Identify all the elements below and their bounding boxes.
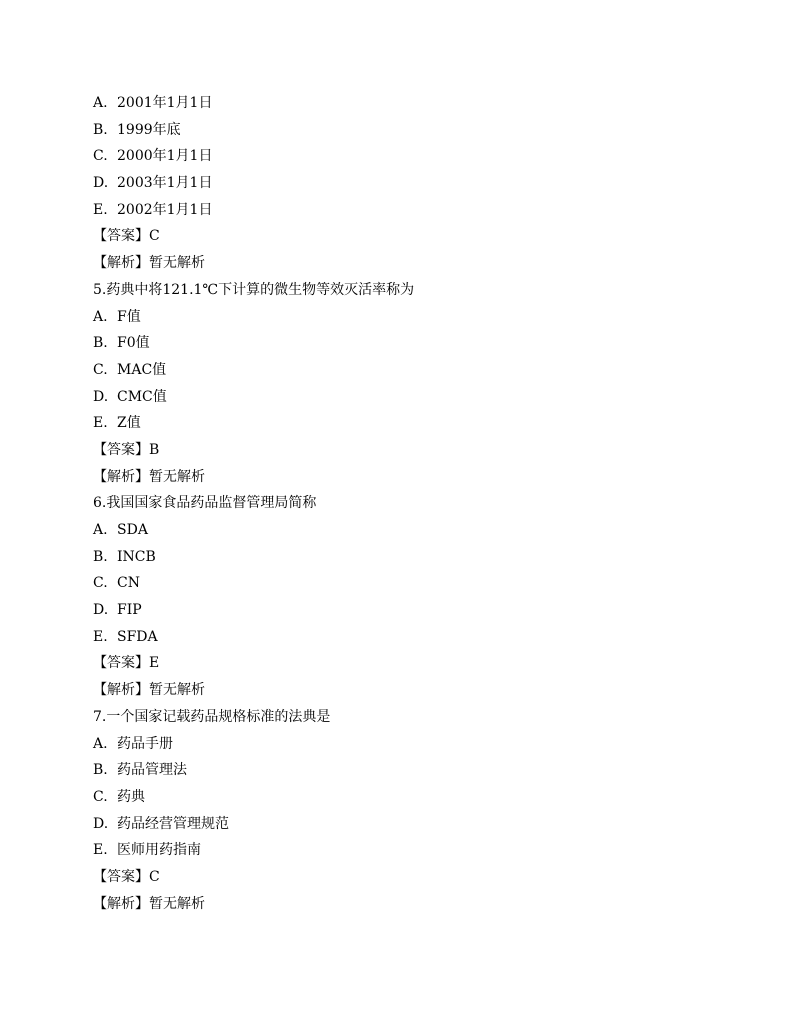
- option-letter: A.: [93, 735, 108, 752]
- document-page: [93, 90, 753, 917]
- analysis-line: 【解析】暂无解析: [93, 682, 205, 699]
- option-text: INCB: [117, 548, 156, 565]
- question-4-block: [93, 90, 753, 277]
- option-c: [93, 784, 753, 811]
- option-text: 药品经营管理规范: [117, 815, 229, 832]
- option-a: [93, 517, 753, 544]
- option-d: [93, 384, 753, 411]
- option-b: [93, 544, 753, 571]
- option-text: CMC值: [117, 388, 167, 405]
- option-text: 2003年1月1日: [117, 175, 213, 192]
- option-text: Z值: [117, 415, 141, 432]
- option-text: F值: [117, 308, 141, 325]
- option-text: 医师用药指南: [117, 842, 201, 859]
- option-d: [93, 811, 753, 838]
- option-a: [93, 731, 753, 758]
- option-letter: B.: [93, 548, 108, 565]
- option-e: [93, 624, 753, 651]
- analysis-line: 【解析】暂无解析: [93, 255, 205, 272]
- answer-line: 【答案】B: [93, 441, 160, 458]
- option-letter: A.: [93, 308, 108, 325]
- option-letter: C.: [93, 361, 108, 378]
- option-c: [93, 143, 753, 170]
- answer-line: 【答案】C: [93, 228, 160, 245]
- question-text: 7.一个国家记载药品规格标准的法典是: [93, 708, 331, 725]
- option-text: SDA: [117, 522, 148, 538]
- option-text: 1999年底: [117, 121, 181, 138]
- analysis-line: 【解析】暂无解析: [93, 468, 205, 485]
- answer-line: 【答案】C: [93, 868, 160, 885]
- option-text: 药品管理法: [117, 762, 187, 779]
- question-text: 6.我国国家食品药品监督管理局简称: [93, 495, 317, 512]
- option-text: 2000年1月1日: [117, 148, 213, 165]
- option-a: [93, 90, 753, 117]
- option-text: SFDA: [117, 628, 158, 645]
- option-e: [93, 410, 753, 437]
- option-letter: D.: [93, 602, 109, 619]
- option-c: [93, 570, 753, 597]
- option-letter: A.: [93, 95, 108, 111]
- option-c: [93, 357, 753, 384]
- option-text: FIP: [117, 602, 142, 619]
- option-d: [93, 597, 753, 624]
- question-text: 5.药典中将121.1℃下计算的微生物等效灭活率称为: [93, 281, 415, 298]
- option-text: CN: [117, 575, 140, 592]
- option-text: 2002年1月1日: [117, 201, 213, 218]
- option-letter: D.: [93, 175, 109, 192]
- option-text: F0值: [117, 335, 150, 352]
- option-text: MAC值: [117, 361, 167, 378]
- analysis-line: 【解析】暂无解析: [93, 895, 205, 912]
- option-letter: B.: [93, 121, 108, 138]
- option-letter: C.: [93, 575, 108, 592]
- option-letter: D.: [93, 815, 109, 832]
- option-letter: B.: [93, 335, 108, 352]
- option-letter: C.: [93, 788, 108, 805]
- question-5-block: [93, 277, 753, 491]
- answer-line: 【答案】E: [93, 655, 160, 672]
- option-e: [93, 837, 753, 864]
- option-letter: E.: [93, 415, 108, 432]
- question-6-block: [93, 490, 753, 704]
- option-b: [93, 757, 753, 784]
- option-letter: B.: [93, 762, 108, 779]
- option-text: 药典: [117, 788, 145, 805]
- question-7-block: [93, 704, 753, 918]
- option-a: [93, 304, 753, 331]
- option-letter: D.: [93, 388, 109, 405]
- option-letter: E.: [93, 628, 108, 645]
- option-letter: A.: [93, 522, 108, 538]
- option-e: [93, 197, 753, 224]
- option-letter: E.: [93, 201, 108, 218]
- option-b: [93, 117, 753, 144]
- option-text: 药品手册: [117, 735, 173, 752]
- option-b: [93, 330, 753, 357]
- option-letter: C.: [93, 148, 108, 165]
- option-text: 2001年1月1日: [117, 95, 213, 111]
- option-d: [93, 170, 753, 197]
- option-letter: E.: [93, 842, 108, 859]
